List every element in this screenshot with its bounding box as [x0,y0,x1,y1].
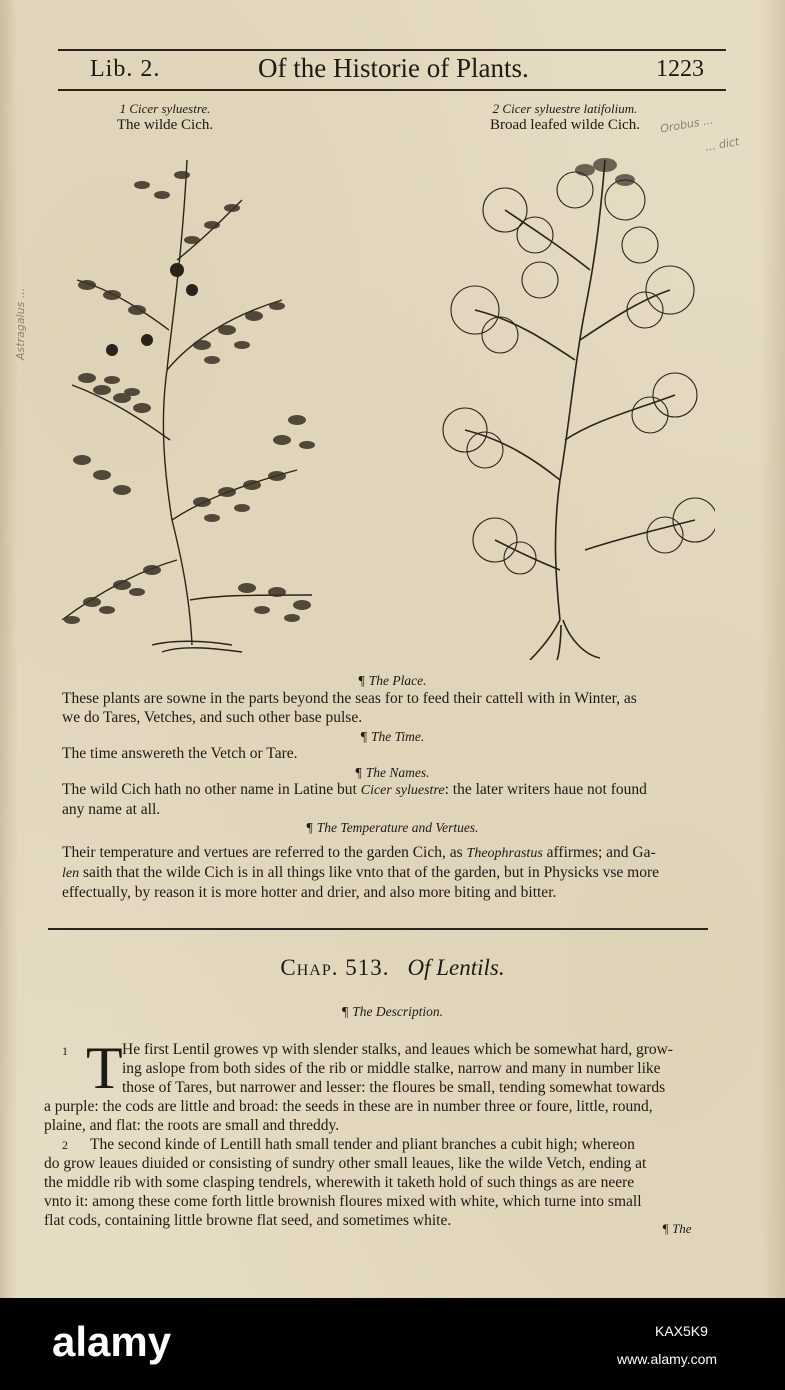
description-para-1-indented [122,1040,673,1097]
heading-text: The Time. [371,729,425,744]
section-rule [48,928,708,930]
stock-logo: alamy [52,1318,172,1365]
pilcrow: ¶ [358,674,365,689]
text-line: The second kinde of Lentill hath small tender and pliant branches a cubit high; whereon [90,1136,635,1153]
pilcrow: ¶ [662,1221,669,1236]
temperature-heading [0,820,785,837]
text-run: The wild Cich hath no other name in Latine but [62,781,361,798]
description-para-1-full [44,1097,653,1135]
text-line: The time answereth the Vetch or Tare. [62,745,298,762]
head-rule [58,89,726,91]
text-line: These plants are sowne in the parts beyond the seas for to feed their cattell with in Winter, as [62,690,637,707]
text-line: flat cods, containing little browne flat seed, and sometimes white. [44,1212,452,1229]
text-line: effectually, by reason it is more hotter and drier, and also more biting and bitter. [62,884,557,901]
text-line: vnto it: among these come forth little brownish floures mixed with white, which turne into small [44,1193,642,1210]
catchword [662,1221,692,1237]
pilcrow: ¶ [306,821,313,836]
description-heading [0,1004,785,1021]
image-id: KAX5K9 [655,1323,708,1339]
top-rule [58,49,726,51]
english-name: The wilde Cich. [116,117,214,133]
latin-name: Cicer syluestre latifolium. [502,101,638,116]
book-number: Lib. 2. [90,56,161,82]
catchword-text: The [672,1221,692,1236]
chapter-number: Chap. 513. [280,955,390,980]
stock-url: www.alamy.com [617,1351,718,1367]
names-text [62,780,647,819]
heading-text: The Temperature and Vertues. [316,820,479,835]
margin-note-right-1: Orobus ... [659,113,715,136]
italic-run: Theophrastus [466,846,543,861]
pilcrow: ¶ [341,1005,349,1020]
text-run: Their temperature and vertues are referred to the garden Cich, as [62,844,467,861]
margin-note-left: Astragalus ... [14,287,27,360]
english-name: Broad leafed wilde Cich. [490,117,640,133]
woodcut-wilde-cich [42,140,342,660]
italic-run: len [62,866,80,881]
text-line: the middle rib with some clasping tendrels, wherewith it taketh hold of such things as are neere [44,1174,635,1191]
figure-1-caption [95,100,235,134]
paragraph-number: 1 [62,1044,68,1058]
running-title: Of the Historie of Plants. [258,53,529,83]
description-para-2-rest [44,1154,646,1230]
pilcrow: ¶ [360,730,368,745]
description-para-2-first [90,1135,635,1154]
chapter-name: Of Lentils. [407,955,505,980]
text-run: saith that the wilde Cich is in all things like vnto that of the garden, but in Physicks vse more [79,864,659,881]
text-line: ing aslope from both sides of the rib or middle stalke, narrow and many in number like [122,1060,661,1077]
latin-name: Cicer syluestre. [129,101,211,116]
paragraph-number: 2 [62,1138,68,1152]
heading-text: The Place. [368,673,427,688]
italic-run: Cicer syluestre [360,783,445,798]
text-line: do grow leaues diuided or consisting of sundry other small leaues, like the wilde Vetch, ending at [44,1155,647,1172]
page-number: 1223 [656,56,704,82]
stock-footer [0,1298,785,1390]
text-run: : the later writers haue not found [444,781,647,798]
chapter-title [0,955,785,981]
place-text [62,689,637,727]
heading-text: The Description. [352,1004,444,1019]
text-line: plaine, and flat: the roots are small and threddy. [44,1117,340,1134]
figure-number: 1 [119,101,127,116]
drop-cap: T [86,1035,123,1101]
pilcrow: ¶ [355,766,362,781]
heading-text: The Names. [365,765,430,780]
place-heading [0,673,785,690]
text-run: affirmes; and Ga- [542,844,656,861]
text-line: those of Tares, but narrower and lesser: the floures be small, tending somewhat towards [122,1079,666,1096]
text-line: He first Lentil growes vp with slender stalks, and leaues which be somewhat hard, grow- [122,1041,673,1058]
temperature-text [62,843,659,902]
time-text [62,744,298,763]
text-line: we do Tares, Vetches, and such other base pulse. [62,709,363,726]
woodcut-broad-leafed-wilde-cich [425,140,715,660]
figure-2-caption [470,100,660,134]
figure-number: 2 [492,101,500,116]
margin-note-right-2: ... dict [704,135,741,154]
text-line: a purple: the cods are little and broad: the seeds in these are in number three or foure, little, round, [44,1098,653,1115]
text-line: any name at all. [62,801,161,818]
